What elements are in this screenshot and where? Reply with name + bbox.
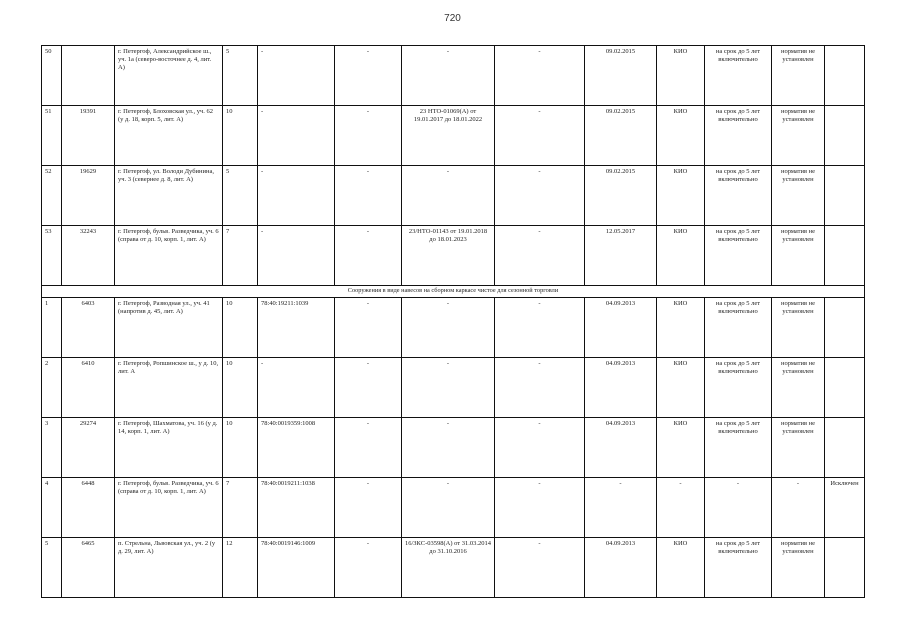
table-row xyxy=(42,478,865,538)
contract-cell: - xyxy=(402,478,495,538)
registry-table xyxy=(41,45,865,598)
note-cell xyxy=(825,298,865,358)
note-cell xyxy=(825,358,865,418)
note-cell xyxy=(825,226,865,286)
term-cell: на срок до 5 лет включительно xyxy=(705,358,772,418)
row-number-cell: 1 xyxy=(42,298,62,358)
note-cell xyxy=(825,46,865,106)
date-cell: 09.02.2015 xyxy=(585,106,657,166)
term-cell: на срок до 5 лет включительно xyxy=(705,226,772,286)
term-cell: на срок до 5 лет включительно xyxy=(705,298,772,358)
date-cell: 12.05.2017 xyxy=(585,226,657,286)
column-e-cell: - xyxy=(495,478,585,538)
section-heading: Сооружения в виде навесов на сборном каркасе чиcтое для сезонной торговли xyxy=(42,286,865,298)
norm-cell: норматив не установлен xyxy=(772,298,825,358)
norm-cell: норматив не установлен xyxy=(772,46,825,106)
date-cell: 04.09.2013 xyxy=(585,418,657,478)
address-cell: г. Петергоф, Разводная ул., уч. 41 (напротив д. 45, лит. А) xyxy=(115,298,223,358)
contract-cell: 16/ЗКС-03598(А) от 31.03.2014 до 31.10.2016 xyxy=(402,538,495,598)
area-cell: 7 xyxy=(223,478,258,538)
section-heading-row xyxy=(42,286,865,298)
organization-cell: - xyxy=(657,478,705,538)
column-c-cell: - xyxy=(335,358,402,418)
row-number-cell: 53 xyxy=(42,226,62,286)
address-cell: г. Петергоф, ул. Володи Дубинина, уч. 3 (севернее д. 8, лит. А) xyxy=(115,166,223,226)
norm-cell: норматив не установлен xyxy=(772,538,825,598)
term-cell: на срок до 5 лет включительно xyxy=(705,166,772,226)
cadastral-number-cell: 78:40:19211:1039 xyxy=(258,298,335,358)
table-row xyxy=(42,226,865,286)
note-cell xyxy=(825,418,865,478)
table-row xyxy=(42,538,865,598)
table-row xyxy=(42,46,865,106)
contract-cell: 23 НТО-01069(А) от 19.01.2017 до 18.01.2022 xyxy=(402,106,495,166)
organization-cell: КИО xyxy=(657,358,705,418)
date-cell: 04.09.2013 xyxy=(585,358,657,418)
term-cell: на срок до 5 лет включительно xyxy=(705,538,772,598)
norm-cell: норматив не установлен xyxy=(772,106,825,166)
object-id-cell: 29274 xyxy=(62,418,115,478)
column-e-cell: - xyxy=(495,226,585,286)
object-id-cell: 19629 xyxy=(62,166,115,226)
cadastral-number-cell: 78:40:0019359:1008 xyxy=(258,418,335,478)
row-number-cell: 50 xyxy=(42,46,62,106)
object-id-cell: 19391 xyxy=(62,106,115,166)
cadastral-number-cell: 78:40:0019146:1009 xyxy=(258,538,335,598)
area-cell: 10 xyxy=(223,298,258,358)
row-number-cell: 4 xyxy=(42,478,62,538)
date-cell: 04.09.2013 xyxy=(585,298,657,358)
norm-cell: норматив не установлен xyxy=(772,226,825,286)
date-cell: - xyxy=(585,478,657,538)
cadastral-number-cell: 78:40:0019211:1038 xyxy=(258,478,335,538)
column-e-cell: - xyxy=(495,46,585,106)
date-cell: 04.09.2013 xyxy=(585,538,657,598)
organization-cell: КИО xyxy=(657,46,705,106)
organization-cell: КИО xyxy=(657,106,705,166)
contract-cell: - xyxy=(402,46,495,106)
term-cell: на срок до 5 лет включительно xyxy=(705,418,772,478)
object-id-cell xyxy=(62,46,115,106)
organization-cell: КИО xyxy=(657,226,705,286)
row-number-cell: 3 xyxy=(42,418,62,478)
address-cell: г. Петергоф, бульв. Разведчика, уч. 6 (справа от д. 10, корп. 1, лит. А) xyxy=(115,478,223,538)
column-c-cell: - xyxy=(335,418,402,478)
norm-cell: норматив не установлен xyxy=(772,358,825,418)
column-e-cell: - xyxy=(495,298,585,358)
column-c-cell: - xyxy=(335,538,402,598)
contract-cell: - xyxy=(402,358,495,418)
address-cell: г. Петергоф, бульв. Разведчика, уч. 6 (справа от д. 10, корп. 1, лит. А) xyxy=(115,226,223,286)
object-id-cell: 6448 xyxy=(62,478,115,538)
object-id-cell: 6410 xyxy=(62,358,115,418)
contract-cell: 23/НТО-01143 от 19.01.2018 до 18.01.2023 xyxy=(402,226,495,286)
address-cell: п. Стрельна, Львовская ул., уч. 2 (у д. 29, лит. А) xyxy=(115,538,223,598)
row-number-cell: 5 xyxy=(42,538,62,598)
contract-cell: - xyxy=(402,418,495,478)
organization-cell: КИО xyxy=(657,166,705,226)
row-number-cell: 2 xyxy=(42,358,62,418)
area-cell: 10 xyxy=(223,358,258,418)
note-cell: Исключен xyxy=(825,478,865,538)
cadastral-number-cell: - xyxy=(258,358,335,418)
cadastral-number-cell: - xyxy=(258,106,335,166)
area-cell: 12 xyxy=(223,538,258,598)
contract-cell: - xyxy=(402,166,495,226)
note-cell xyxy=(825,166,865,226)
column-c-cell: - xyxy=(335,166,402,226)
column-e-cell: - xyxy=(495,538,585,598)
column-c-cell: - xyxy=(335,226,402,286)
organization-cell: КИО xyxy=(657,418,705,478)
table-row xyxy=(42,106,865,166)
address-cell: г. Петергоф, Шахматова, уч. 16 (у д. 14, корп. 1, лит. А) xyxy=(115,418,223,478)
organization-cell: КИО xyxy=(657,298,705,358)
object-id-cell: 32243 xyxy=(62,226,115,286)
table-row xyxy=(42,358,865,418)
column-e-cell: - xyxy=(495,166,585,226)
area-cell: 7 xyxy=(223,226,258,286)
column-e-cell: - xyxy=(495,358,585,418)
address-cell: г. Петергоф, Александрийское ш., уч. 1а (северо-восточнее д. 4, лит. А) xyxy=(115,46,223,106)
note-cell xyxy=(825,538,865,598)
date-cell: 09.02.2015 xyxy=(585,46,657,106)
table-row xyxy=(42,418,865,478)
date-cell: 09.02.2015 xyxy=(585,166,657,226)
area-cell: 5 xyxy=(223,166,258,226)
table-row xyxy=(42,298,865,358)
norm-cell: норматив не установлен xyxy=(772,418,825,478)
organization-cell: КИО xyxy=(657,538,705,598)
cadastral-number-cell: - xyxy=(258,166,335,226)
cadastral-number-cell: - xyxy=(258,226,335,286)
norm-cell: - xyxy=(772,478,825,538)
object-id-cell: 6465 xyxy=(62,538,115,598)
area-cell: 10 xyxy=(223,106,258,166)
term-cell: - xyxy=(705,478,772,538)
term-cell: на срок до 5 лет включительно xyxy=(705,46,772,106)
page-number: 720 xyxy=(444,13,461,24)
cadastral-number-cell: - xyxy=(258,46,335,106)
note-cell xyxy=(825,106,865,166)
contract-cell: - xyxy=(402,298,495,358)
table-row xyxy=(42,166,865,226)
address-cell: г. Петергоф, Блоховская ул., уч. 62 (у д. 18, корп. 5, лит. А) xyxy=(115,106,223,166)
column-e-cell: - xyxy=(495,106,585,166)
norm-cell: норматив не установлен xyxy=(772,166,825,226)
column-c-cell: - xyxy=(335,298,402,358)
term-cell: на срок до 5 лет включительно xyxy=(705,106,772,166)
row-number-cell: 51 xyxy=(42,106,62,166)
address-cell: г. Петергоф, Ропшинское ш., у д. 10, лит. А xyxy=(115,358,223,418)
area-cell: 10 xyxy=(223,418,258,478)
area-cell: 5 xyxy=(223,46,258,106)
column-c-cell: - xyxy=(335,46,402,106)
column-c-cell: - xyxy=(335,106,402,166)
object-id-cell: 6403 xyxy=(62,298,115,358)
column-c-cell: - xyxy=(335,478,402,538)
row-number-cell: 52 xyxy=(42,166,62,226)
column-e-cell: - xyxy=(495,418,585,478)
